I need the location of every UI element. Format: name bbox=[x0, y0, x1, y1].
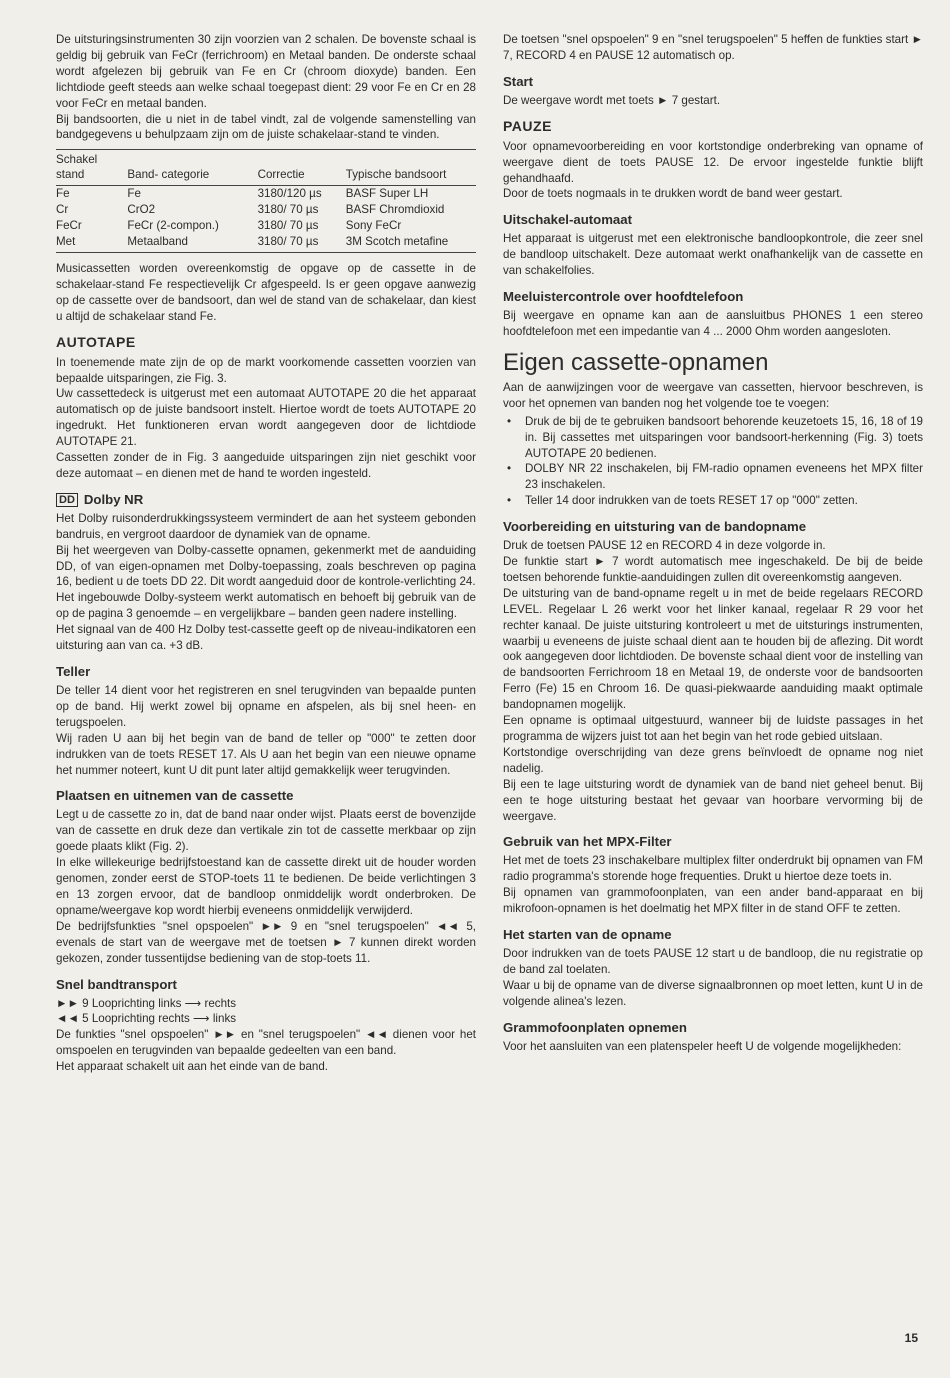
table-cell: Sony FeCr bbox=[345, 219, 402, 233]
paragraph: De weergave wordt met toets ► 7 gestart. bbox=[503, 93, 721, 107]
paragraph: Een opname is optimaal uitgestuurd, wanneer bij de luidste passages in het programma de wijzers juist tot aan het begin van het rode gebied uitslaan. bbox=[503, 714, 923, 743]
direction-line: ►► 9 Looprichting links ⟶ rechts bbox=[56, 996, 237, 1010]
list-item: • Teller 14 door indrukken van de toets RESET 17 op "000" zetten. bbox=[503, 493, 923, 509]
section-heading-dolby bbox=[56, 491, 476, 508]
table-header-row bbox=[56, 150, 476, 186]
column-header: Band- categorie bbox=[127, 150, 257, 186]
paragraph: Waar u bij de opname van de diverse signaalbronnen op moet letten, kunt U in de volgende alinea's lezen. bbox=[503, 978, 923, 1008]
section-heading-meeluister: Meeluistercontrole over hoofdtelefoon bbox=[503, 289, 744, 305]
paragraph: De bedrijfsfunkties "snel opspoelen" ►► 9 en "snel terugspoelen" ◄◄ 5, evenals de start van de weergave met de toetsen ► 7 kunnen direkt worden gekozen, zonder tussentijdse bediening van de stop-toets 11. bbox=[56, 919, 476, 965]
table-cell: 3180/ 70 µs bbox=[257, 219, 319, 233]
section-heading-uitschakel: Uitschakel-automaat bbox=[503, 212, 632, 228]
table-cell: 3180/ 70 µs bbox=[257, 203, 319, 217]
paragraph: Het Dolby ruisonderdrukkingssysteem vermindert de aan het systeem gebonden bandruis, en vergroot daardoor de dynamiek van de opname. bbox=[56, 511, 476, 541]
paragraph: De teller 14 dient voor het registreren en snel terugvinden van bepaalde punten op de band. Hij werkt zowel bij opname en afspelen, als bij snel heen- en terugspoelen. bbox=[56, 684, 476, 729]
paragraph: De toetsen "snel opspoelen" 9 en "snel terugspoelen" 5 heffen de funkties start ► 7, RECORD 4 en PAUSE 12 automatisch op. bbox=[503, 33, 923, 62]
paragraph: In elke willekeurige bedrijfstoestand kan de cassette direkt uit de houder worden genomen, zonder eerst de STOP-toets 11 te bedienen. De beide verlichtingen 3 en 13 zorgen ervoor, dat de bandloop onmiddelijk wordt onderbroken. De opname/weergave kop wordt hierbij eveneens onmiddelijk verwijderd. bbox=[56, 856, 476, 917]
section-heading-grammofoon: Grammofoonplaten opnemen bbox=[503, 1019, 687, 1035]
right-column bbox=[503, 32, 923, 1055]
paragraph: Voor het aansluiten van een platenspeler heeft U de volgende mogelijkheden: bbox=[503, 1039, 902, 1053]
paragraph: Uw cassettedeck is uitgerust met een automaat AUTOTAPE 20 die het apparaat automatisch op de juiste bandsoort instelt. Hiertoe wordt de toets AUTOTAPE 20 ingedrukt. Het funktioneren ervan wordt aangegeven door de lichtdiode AUTOTAPE 21. bbox=[56, 387, 476, 449]
left-column bbox=[56, 32, 476, 1075]
paragraph: De uitsturingsinstrumenten 30 zijn voorzien van 2 schalen. De bovenste schaal is geldig bij gebruik van FeCr (ferrichroom) en Metaal banden. De onderste schaal wordt afgelezen bij gebruik van Fe en Cr (chroom dioxyde) banden. Een lichtdiode geeft steeds aan welke schaal toegepast dient: 29 voor Fe en Cr en 28 voor FeCr en metaal banden. bbox=[56, 33, 476, 110]
paragraph: In toenemende mate zijn de op de markt voorkomende cassetten voorzien van bepaalde uitsparingen, zie Fig. 3. bbox=[56, 355, 476, 385]
heading-text: Dolby NR bbox=[83, 491, 144, 507]
list-item: • DOLBY NR 22 inschakelen, bij FM-radio opnamen eveneens het MPX filter 23 inschakelen. bbox=[503, 461, 923, 493]
table-cell: BASF Chromdioxid bbox=[345, 203, 445, 217]
paragraph: Bij weergave en opname kan aan de aansluitbus PHONES 1 een stereo hoofdtelefoon met een impedantie van 4 ... 2000 Ohm worden aangesloten. bbox=[503, 309, 923, 338]
section-heading-snel: Snel bandtransport bbox=[56, 976, 177, 992]
section-heading-start: Start bbox=[503, 73, 534, 89]
paragraph: Het apparaat schakelt uit aan het einde van de band. bbox=[56, 1060, 329, 1074]
table-cell: 3M Scotch metafine bbox=[346, 234, 476, 252]
section-heading-teller: Teller bbox=[56, 664, 91, 679]
paragraph: Door de toets nogmaals in te drukken wordt de band weer gestart. bbox=[503, 187, 843, 201]
table-cell: Fe bbox=[56, 187, 70, 201]
paragraph: Wij raden U aan bij het begin van de band de teller op "000" te zetten door indrukken van de toets RESET 17. Als U aan het begin van een nieuwe opname het nummer noteert, kunt U dit punt later altijd gemakkelijk weer terugvinden. bbox=[56, 731, 476, 777]
section-heading-mpx: Gebruik van het MPX-Filter bbox=[503, 834, 672, 850]
column-header: Schakel stand bbox=[56, 150, 127, 186]
paragraph: Druk de toetsen PAUSE 12 en RECORD 4 in deze volgorde in. bbox=[503, 539, 826, 553]
table-cell: FeCr bbox=[56, 219, 82, 233]
dolby-logo: DD bbox=[56, 493, 78, 507]
table-cell: 3180/ 70 µs bbox=[258, 234, 346, 252]
table-row bbox=[56, 234, 476, 252]
table-cell: Cr bbox=[56, 203, 69, 217]
page-number: 15 bbox=[904, 1331, 918, 1345]
paragraph: Kortstondige overschrijding van deze grens beïnvloedt de opname nog niet nadelig. bbox=[503, 745, 923, 775]
table-row bbox=[56, 218, 476, 234]
table-cell: BASF Super LH bbox=[345, 187, 429, 201]
section-heading-plaatsen: Plaatsen en uitnemen van de cassette bbox=[56, 788, 294, 804]
column-header: Correctie bbox=[258, 150, 346, 186]
paragraph: Het apparaat is uitgerust met een elektronische bandloopkontrole, die zeer snel de bandloop uitschakelt. Deze automaat werkt onafhankelijk van de cassette en van schakelfolies. bbox=[503, 232, 923, 278]
section-heading-starten: Het starten van de opname bbox=[503, 927, 672, 943]
bullet-list bbox=[503, 414, 923, 509]
paragraph: Door indrukken van de toets PAUSE 12 start u de bandloop, die nu registratie op de band zal toelaten. bbox=[503, 947, 923, 976]
paragraph: De funkties "snel opspoelen" ►► en "snel terugspoelen" ◄◄ dienen voor het omspoelen en terugvinden van bepaalde gedeelten van een band. bbox=[56, 1028, 476, 1058]
paragraph: Bij opnamen van grammofoonplaten, van een ander band-apparaat en bij mikrofoon-opnamen is het doelmatig het MPX filter in de stand OFF te zetten. bbox=[503, 886, 923, 916]
paragraph: Musicassetten worden overeenkomstig de opgave op de cassette in de schakelaar-stand Fe respectievelijk Cr afgespeeld. Is er geen opgave aanwezig op de cassette over de bandsoort, dan wel de stand van de schakelaar, dan kiest u altijd de schakelaar stand Fe. bbox=[56, 261, 476, 323]
paragraph: De uitsturing van de band-opname regelt u in met de beide regelaars RECORD LEVEL. Regelaar L 26 werkt voor het linker kanaal, regelaar R 29 voor het rechter kanaal. De juiste uitsturing kontroleert u met de uitsturings instrumenten, waarbij u eveneens de juiste schaal dient aan te houden bij de aflezing. Dit wordt ook aangegeven door lichtdioden. De bovenste schaal dient voor de instelling van de bandsoorten Ferrichroom 18 en Metaal 19, de onderste voor de bandsoorten Ferro (Fe) 15 en Chroom 16. De quasi-piekwaarde aanduiding maakt optimale bandopnamen mogelijk. bbox=[503, 586, 923, 712]
paragraph: Bij het weergeven van Dolby-cassette opnamen, gekenmerkt met de aanduiding DD, of van eigen-opnamen met Dolby-toepassing, zoals beschreven op pagina 16, bedient u de toets DD 22. Dit wordt aangeduid door de kontrole-verlichting 24. bbox=[56, 543, 476, 589]
column-header: Typische bandsoort bbox=[346, 150, 476, 186]
table-cell: Fe bbox=[127, 187, 141, 201]
paragraph: Legt u de cassette zo in, dat de band naar onder wijst. Plaats eerst de bovenzijde van de cassette en druk deze dan vertikale zin tot de cassette merkbaar op zijn goede plaats klikt (Fig. 2). bbox=[56, 808, 476, 854]
section-heading-pauze: PAUZE bbox=[503, 117, 552, 134]
section-heading-autotape: AUTOTAPE bbox=[56, 333, 136, 350]
direction-line: ◄◄ 5 Looprichting rechts ⟶ links bbox=[56, 1012, 237, 1026]
table-cell: CrO2 bbox=[127, 203, 156, 217]
section-heading-voorbereiding: Voorbereiding en uitsturing van de bandopname bbox=[503, 519, 807, 535]
table-cell: 3180/120 µs bbox=[257, 187, 322, 201]
list-item: • Druk de bij de te gebruiken bandsoort behorende keuzetoets 15, 16, 18 of 19 in. Bij cassettes met uitsparingen voor bandsoort-herkenning (Fig. 3) toets AUTOTAPE 20 bedienen. bbox=[503, 414, 923, 462]
paragraph: Voor opnamevoorbereiding en voor kortstondige onderbreking van opname of weergave dient de toets PAUSE 12. De ervoor ingestelde funktie blijft gehandhaafd. bbox=[503, 139, 923, 185]
table-row bbox=[56, 186, 476, 202]
paragraph: Het ingebouwde Dolby-systeem werkt automatisch en behoeft bij gebruik van de op de pagina 3 genoemde – en vergelijkbare – banden geen nadere instelling. bbox=[56, 591, 476, 621]
table-cell: FeCr (2-compon.) bbox=[127, 219, 219, 233]
paragraph: Het signaal van de 400 Hz Dolby test-cassette geeft op de niveau-indikatoren een uitsturing aan van ca. +3 dB. bbox=[56, 623, 476, 653]
table-cell: Metaalband bbox=[127, 234, 257, 252]
paragraph: Cassetten zonder de in Fig. 3 aangeduide uitsparingen zijn niet geschikt voor deze automaat – en dienen met de hand te worden ingesteld. bbox=[56, 451, 476, 480]
paragraph: Aan de aanwijzingen voor de weergave van cassetten, hiervoor beschreven, is voor het opnemen van banden nog het volgende toe te voegen: bbox=[503, 380, 923, 410]
table-row bbox=[56, 202, 476, 218]
paragraph: Bij bandsoorten, die u niet in de tabel vindt, zal de volgende samenstelling van bandgegevens u behulpzaam zijn om de juiste schakelaar-stand te vinden. bbox=[56, 112, 476, 142]
chapter-heading-eigen-opnamen: Eigen cassette-opnamen bbox=[503, 348, 769, 376]
tape-type-table bbox=[56, 149, 476, 253]
paragraph: Bij een te lage uitsturing wordt de dynamiek van de band niet geheel benut. Bij een te hoge uitsturing bestaat het gevaar van hoorbare vervorming bij de weergave. bbox=[503, 777, 923, 823]
table-cell: Met bbox=[56, 234, 127, 252]
paragraph: De funktie start ► 7 wordt automatisch mee ingeschakeld. De bij de beide toetsen behorende funktie-aanduidingen zullen dit overeenkomstig aangeven. bbox=[503, 555, 923, 584]
paragraph: Het met de toets 23 inschakelbare multiplex filter onderdrukt bij opnamen van FM radio programma's storende hoge frequenties. Drukt u hiertoe deze toets in. bbox=[503, 854, 923, 884]
